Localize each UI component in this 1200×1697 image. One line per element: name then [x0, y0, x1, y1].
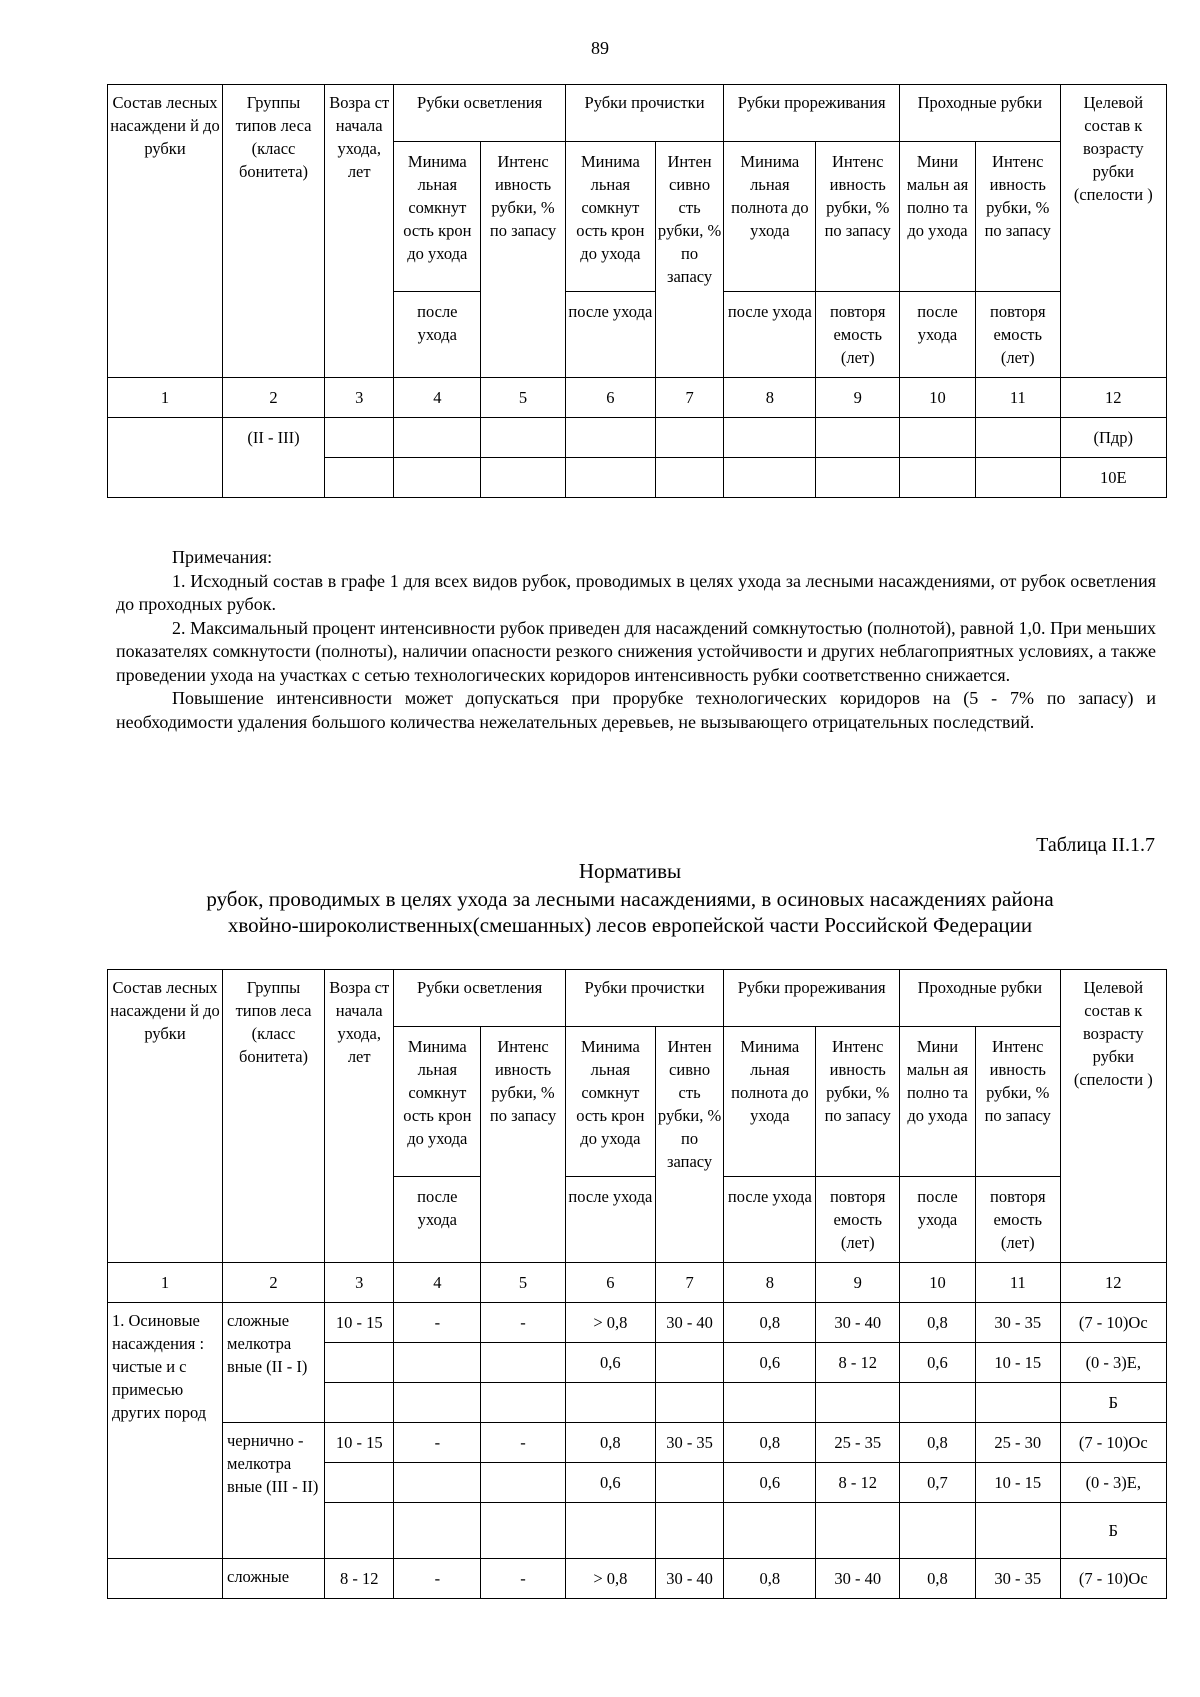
- table-1: [107, 84, 1167, 498]
- notes-block: [116, 546, 1156, 734]
- forest-group-cell: чернично - мелкотра вные (III - II): [223, 1423, 325, 1559]
- value-cell: 0,8: [900, 1559, 976, 1599]
- col-number: 6: [565, 378, 655, 418]
- header-min-closure: Минима льная сомкнут ость крон до ухода: [394, 1027, 481, 1177]
- value-cell: -: [481, 1303, 566, 1343]
- header-start-age: Возра ст начала ухода, лет: [324, 85, 393, 378]
- header-composition: Состав лесных насаждени й до рубки: [108, 85, 223, 378]
- page-number: 89: [591, 38, 609, 58]
- table-cell: [481, 458, 566, 498]
- value-cell: [724, 1503, 816, 1559]
- value-cell: 0,6: [565, 1463, 655, 1503]
- value-cell: 0,6: [900, 1343, 976, 1383]
- header-target-composition: Целевой состав к возрасту рубки (спелости ): [1060, 85, 1166, 378]
- header-intensity-prochist: Интен сивно сть рубки, % по запасу: [655, 142, 723, 378]
- value-cell: [900, 1503, 976, 1559]
- header-after-care-3: после ухода: [724, 1177, 816, 1263]
- value-cell: 30 - 40: [655, 1303, 723, 1343]
- value-cell: [724, 1383, 816, 1423]
- header-intensity-prorezh: Интенс ивность рубки, % по запасу: [816, 1027, 900, 1177]
- col-number: 3: [324, 1263, 393, 1303]
- header-intensity-prohod: Интенс ивность рубки, % по запасу: [975, 1027, 1060, 1177]
- value-cell: 30 - 40: [816, 1559, 900, 1599]
- target-composition-cell: (7 - 10)Ос: [1060, 1559, 1166, 1599]
- value-cell: 0,8: [565, 1423, 655, 1463]
- header-intensity-osvet: Интенс ивность рубки, % по запасу: [481, 1027, 566, 1263]
- forest-group-cell: (II - III): [223, 418, 325, 498]
- header-after-care-2: после ухода: [565, 1177, 655, 1263]
- target-composition-cell: Б: [1060, 1503, 1166, 1559]
- header-repeatability: повторя емость (лет): [816, 292, 900, 378]
- header-composition: Состав лесных насаждени й до рубки: [108, 970, 223, 1263]
- value-cell: 30 - 35: [655, 1423, 723, 1463]
- value-cell: 0,8: [900, 1423, 976, 1463]
- value-cell: 25 - 35: [816, 1423, 900, 1463]
- header-after-care-4: после ухода: [900, 292, 976, 378]
- value-cell: [655, 1383, 723, 1423]
- value-cell: 10 - 15: [324, 1303, 393, 1343]
- target-composition-cell: (0 - 3)Е,: [1060, 1463, 1166, 1503]
- value-cell: [655, 1463, 723, 1503]
- col-number: 6: [565, 1263, 655, 1303]
- value-cell: [324, 1503, 393, 1559]
- header-intensity-prochist: Интен сивно сть рубки, % по запасу: [655, 1027, 723, 1263]
- value-cell: 30 - 40: [655, 1559, 723, 1599]
- header-group-prohodnye: Проходные рубки: [900, 85, 1061, 142]
- header-group-prochistki: Рубки прочистки: [565, 970, 723, 1027]
- table-cell: [655, 418, 723, 458]
- col-number: 1: [108, 1263, 223, 1303]
- header-intensity-prorezh: Интенс ивность рубки, % по запасу: [816, 142, 900, 292]
- header-after-care: после ухода: [394, 1177, 481, 1263]
- table-cell: [816, 458, 900, 498]
- forest-group-cell: сложные: [223, 1559, 325, 1599]
- value-cell: 0,6: [724, 1343, 816, 1383]
- value-cell: 10 - 15: [324, 1423, 393, 1463]
- value-cell: [481, 1343, 566, 1383]
- value-cell: 8 - 12: [324, 1559, 393, 1599]
- header-start-age: Возра ст начала ухода, лет: [324, 970, 393, 1263]
- table-2-body: [108, 1303, 1167, 1599]
- header-group-prohodnye: Проходные рубки: [900, 970, 1061, 1027]
- target-composition-cell: 10Е: [1060, 458, 1166, 498]
- value-cell: [394, 1383, 481, 1423]
- value-cell: -: [394, 1423, 481, 1463]
- col-number: 12: [1060, 1263, 1166, 1303]
- header-after-care-4: после ухода: [900, 1177, 976, 1263]
- value-cell: -: [394, 1303, 481, 1343]
- header-min-density-2: Мини мальн ая полно та до ухода: [900, 1027, 976, 1177]
- col-number: 8: [724, 1263, 816, 1303]
- value-cell: [481, 1503, 566, 1559]
- col-number: 2: [223, 1263, 325, 1303]
- value-cell: [816, 1503, 900, 1559]
- header-min-density-2: Мини мальн ая полно та до ухода: [900, 142, 976, 292]
- header-intensity-osvet: Интенс ивность рубки, % по запасу: [481, 142, 566, 378]
- col-number: 4: [394, 1263, 481, 1303]
- table-cell: [394, 418, 481, 458]
- value-cell: [324, 1463, 393, 1503]
- table-cell: [481, 418, 566, 458]
- value-cell: 30 - 40: [816, 1303, 900, 1343]
- value-cell: [481, 1383, 566, 1423]
- target-composition-cell: (Пдр): [1060, 418, 1166, 458]
- value-cell: [655, 1503, 723, 1559]
- header-forest-type-groups: Группы типов леса (класс бонитета): [223, 85, 325, 378]
- note-3: Повышение интенсивности может допускаться при прорубке технологических коридоров на (5 - 7% по запасу) и необходимости удаления большого количества нежелательных деревьев, не вызывающего отрицательных последствий.: [116, 688, 1156, 732]
- value-cell: 8 - 12: [816, 1343, 900, 1383]
- col-number: 10: [900, 1263, 976, 1303]
- value-cell: 25 - 30: [975, 1423, 1060, 1463]
- title-line-2: рубок, проводимых в целях ухода за лесными насаждениями, в осиновых насаждениях района: [206, 887, 1054, 911]
- table-cell: [816, 418, 900, 458]
- header-min-closure: Минима льная сомкнут ость крон до ухода: [394, 142, 481, 292]
- col-number: 10: [900, 378, 976, 418]
- value-cell: 0,8: [724, 1303, 816, 1343]
- col-number: 11: [975, 378, 1060, 418]
- col-number: 9: [816, 1263, 900, 1303]
- table-row: [108, 1559, 1167, 1599]
- header-after-care-2: после ухода: [565, 292, 655, 378]
- table-cell: [975, 458, 1060, 498]
- col-number: 5: [481, 378, 566, 418]
- forest-group-cell: сложные мелкотра вные (II - I): [223, 1303, 325, 1423]
- header-group-prorezhivaniya: Рубки прореживания: [724, 970, 900, 1027]
- table-cell: [565, 458, 655, 498]
- value-cell: 0,8: [724, 1559, 816, 1599]
- header-min-density: Минима льная полнота до ухода: [724, 1027, 816, 1177]
- table-row: [108, 1423, 1167, 1463]
- header-repeatability-2: повторя емость (лет): [975, 1177, 1060, 1263]
- col-number: 7: [655, 378, 723, 418]
- header-group-prorezhivaniya: Рубки прореживания: [724, 85, 900, 142]
- col-number: 11: [975, 1263, 1060, 1303]
- table-cell: [394, 458, 481, 498]
- target-composition-cell: (7 - 10)Ос: [1060, 1303, 1166, 1343]
- value-cell: 30 - 35: [975, 1559, 1060, 1599]
- value-cell: > 0,8: [565, 1303, 655, 1343]
- table-cell: [900, 418, 976, 458]
- value-cell: -: [481, 1559, 566, 1599]
- header-min-closure-2: Минима льная сомкнут ость крон до ухода: [565, 1027, 655, 1177]
- note-1: 1. Исходный состав в графе 1 для всех видов рубок, проводимых в целях ухода за лесными насаждениями, от рубок осветления до проходных рубок.: [116, 570, 1156, 614]
- value-cell: 30 - 35: [975, 1303, 1060, 1343]
- value-cell: -: [481, 1423, 566, 1463]
- value-cell: 10 - 15: [975, 1463, 1060, 1503]
- value-cell: [324, 1343, 393, 1383]
- value-cell: [900, 1383, 976, 1423]
- note-2: 2. Максимальный процент интенсивности рубок приведен для насаждений сомкнутостью (полнотой), равной 1,0. При меньших показателях сомкнутости (полноты), наличии опасности резкого снижения устойчивости и других неблагоприятных условиях, а также проведении ухода на участках с сетью технологических коридоров интенсивность рубки соответственно снижается.: [116, 617, 1156, 685]
- table-cell: [324, 418, 393, 458]
- table-2: [107, 969, 1167, 1599]
- value-cell: 10 - 15: [975, 1343, 1060, 1383]
- value-cell: [975, 1383, 1060, 1423]
- value-cell: [655, 1343, 723, 1383]
- col-number: 2: [223, 378, 325, 418]
- value-cell: 0,7: [900, 1463, 976, 1503]
- table-cell: [975, 418, 1060, 458]
- value-cell: [565, 1383, 655, 1423]
- header-group-osvetleniya: Рубки осветления: [394, 85, 565, 142]
- table-cell: [565, 418, 655, 458]
- header-intensity-prohod: Интенс ивность рубки, % по запасу: [975, 142, 1060, 292]
- col-number: 12: [1060, 378, 1166, 418]
- header-after-care: после ухода: [394, 292, 481, 378]
- composition-cell: 1. Осиновые насаждения : чистые и с примесью других пород: [108, 1303, 223, 1559]
- value-cell: 0,6: [724, 1463, 816, 1503]
- composition-cell: [108, 1559, 223, 1599]
- header-target-composition: Целевой состав к возрасту рубки (спелости ): [1060, 970, 1166, 1263]
- value-cell: -: [394, 1559, 481, 1599]
- header-group-osvetleniya: Рубки осветления: [394, 970, 565, 1027]
- col-number: 1: [108, 378, 223, 418]
- table-cell: [108, 418, 223, 498]
- value-cell: [975, 1503, 1060, 1559]
- header-repeatability: повторя емость (лет): [816, 1177, 900, 1263]
- table-cell: [900, 458, 976, 498]
- table-row: [108, 1303, 1167, 1343]
- target-composition-cell: Б: [1060, 1383, 1166, 1423]
- header-forest-type-groups: Группы типов леса (класс бонитета): [223, 970, 325, 1263]
- table-cell: [655, 458, 723, 498]
- notes-heading: Примечания:: [172, 547, 273, 567]
- col-number: 3: [324, 378, 393, 418]
- table-cell: [324, 458, 393, 498]
- col-number: 5: [481, 1263, 566, 1303]
- value-cell: [394, 1503, 481, 1559]
- value-cell: > 0,8: [565, 1559, 655, 1599]
- table-caption: Таблица II.1.7: [1036, 834, 1155, 856]
- table-cell: [724, 418, 816, 458]
- target-composition-cell: (7 - 10)Ос: [1060, 1423, 1166, 1463]
- value-cell: [394, 1463, 481, 1503]
- value-cell: [816, 1383, 900, 1423]
- value-cell: 0,6: [565, 1343, 655, 1383]
- value-cell: [481, 1463, 566, 1503]
- header-min-density: Минима льная полнота до ухода: [724, 142, 816, 292]
- value-cell: [565, 1503, 655, 1559]
- col-number: 7: [655, 1263, 723, 1303]
- col-number: 8: [724, 378, 816, 418]
- header-group-prochistki: Рубки прочистки: [565, 85, 723, 142]
- table-cell: [724, 458, 816, 498]
- header-after-care-3: после ухода: [724, 292, 816, 378]
- value-cell: 0,8: [900, 1303, 976, 1343]
- value-cell: 0,8: [724, 1423, 816, 1463]
- title-line-1: Нормативы: [578, 859, 682, 883]
- target-composition-cell: (0 - 3)Е,: [1060, 1343, 1166, 1383]
- col-number: 9: [816, 378, 900, 418]
- value-cell: 8 - 12: [816, 1463, 900, 1503]
- col-number: 4: [394, 378, 481, 418]
- header-min-closure-2: Минима льная сомкнут ость крон до ухода: [565, 142, 655, 292]
- value-cell: [394, 1343, 481, 1383]
- value-cell: [324, 1383, 393, 1423]
- title-line-3: хвойно-широколиственных(смешанных) лесов европейской части Российской Федерации: [227, 913, 1033, 937]
- header-repeatability-2: повторя емость (лет): [975, 292, 1060, 378]
